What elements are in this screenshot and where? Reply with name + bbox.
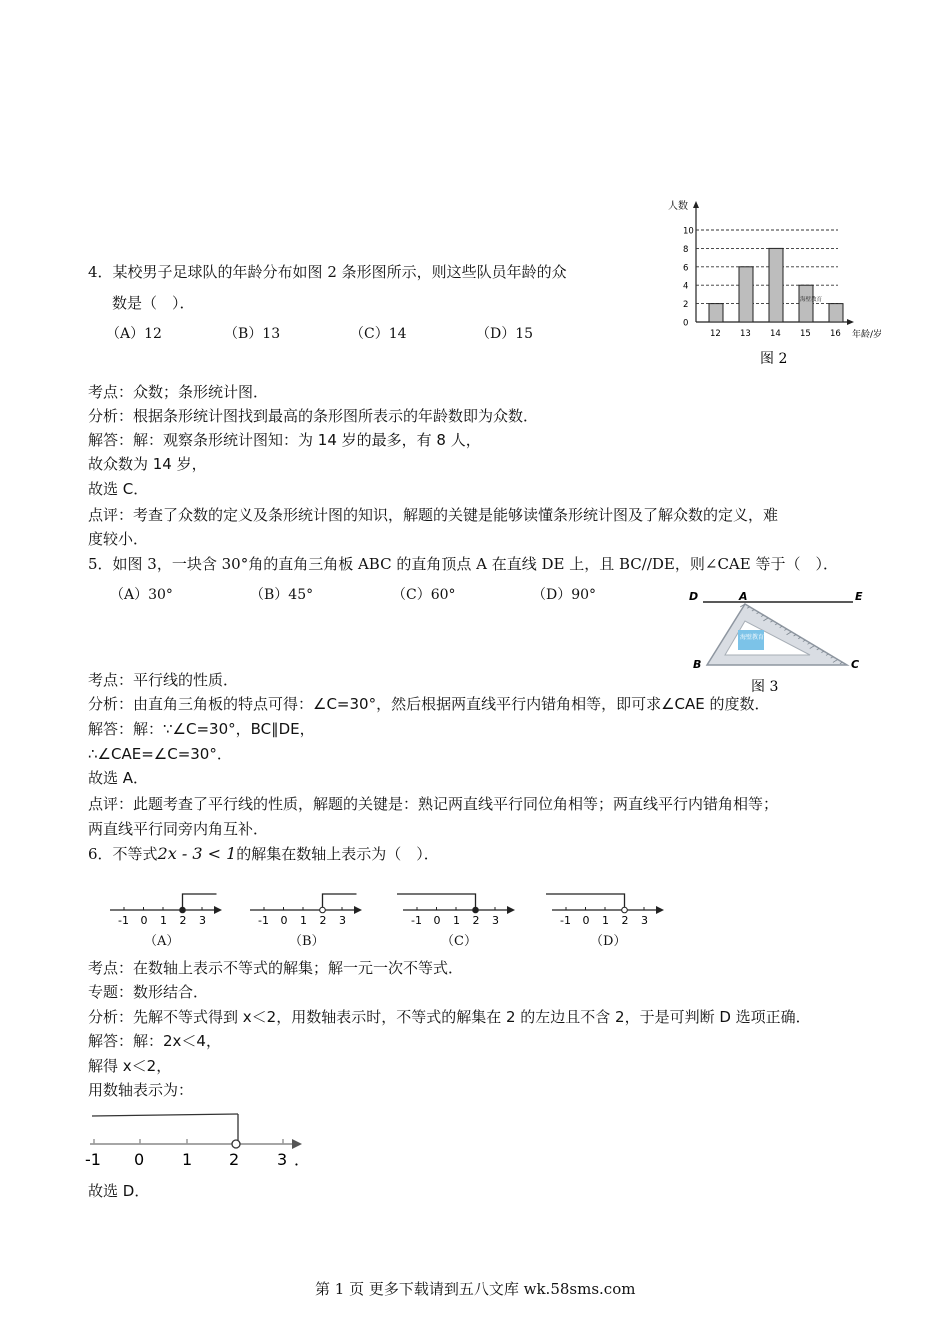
axis-tick-label: 0 [280,914,288,927]
q6-number-line-c [397,894,515,927]
q4-step2: 故选 C． [88,480,149,498]
q5-jieda: 解答：解：∵∠C=30°，BC∥DE， [88,720,315,738]
q5-fenxi: 分析：由直角三角板的特点可得：∠C=30°，然后根据两直线平行内错角相等，即可求∠CAE 的度数． [88,695,770,713]
q5-dianping-line1: 点评：此题考查了平行线的性质，解题的关键是：熟记两直线平行同位角相等；两直线平行内错角相等； [88,795,779,813]
answer-dot: ． [294,1150,311,1168]
page-footer: 第 1 页 更多下载请到五八文库 wk.58sms.com [315,1280,636,1298]
chart-ytick-label: 8 [683,244,689,255]
q6-step1: 解得 x＜2， [88,1057,172,1075]
chart-ylabel: 人数 [668,201,688,212]
answer-axis-arrow [292,1139,302,1149]
axis-tick-label: 1 [160,914,167,927]
chart-xtick-label: 12 [710,329,721,339]
chart-bar [739,267,753,322]
q6-step2: 用数轴表示为： [88,1081,194,1099]
axis-tick-label: 2 [179,914,187,927]
chart-xtick-label: 15 [800,329,811,339]
axis-arrow [354,906,362,914]
range-bracket [183,894,217,910]
q4-kaodian: 考点：众数；条形统计图． [88,383,269,401]
q6-stem [88,844,439,864]
q4-stem-line1: 4．某校男子足球队的年龄分布如图 2 条形图所示，则这些队员年龄的众 [88,263,567,281]
q5-option-a: （A）30° [110,587,173,603]
q6-kaodian: 考点：在数轴上表示不等式的解集；解一元一次不等式． [88,959,464,977]
label-a: A [739,590,748,603]
q4-dianping-line1: 点评：考查了众数的定义及条形统计图的知识，解题的关键是能够读懂条形统计图及了解众数的定义，难 [88,506,779,524]
axis-tick-label: 0 [140,914,148,927]
axis-tick-label: 1 [300,914,307,927]
chart-xlabel: 年龄/岁 [852,330,883,340]
q4-option-b: （B）13 [224,326,281,342]
answer-range-top [92,1114,238,1116]
q4-option-a: （A）12 [106,326,162,342]
q6-stem-post: 的解集在数轴上表示为（ ）． [236,845,439,863]
set-square-outer [707,604,847,665]
chart-y-arrow [693,201,699,208]
chart-bar [709,304,723,322]
answer-tick-neg1: -1 [85,1150,101,1168]
chart-xtick-label: 14 [770,329,781,339]
chart-watermark: 海壁教育 [800,297,823,303]
axis-tick-label: -1 [560,914,571,927]
axis-tick-label: 3 [492,914,499,927]
chart-xtick-label: 16 [830,329,841,339]
axis-tick-label: -1 [411,914,422,927]
q4-fenxi: 分析：根据条形统计图找到最高的条形图所表示的年龄数即为众数． [88,407,539,425]
axis-tick-label: -1 [258,914,269,927]
open-point [320,907,326,913]
q6-step3: 故选 D． [88,1182,150,1200]
q6-caption-d: （D） [590,934,627,949]
chart-caption: 图 2 [760,351,788,367]
chart-ytick-label: 2 [683,300,689,311]
chart-ytick-label: 4 [683,281,689,292]
q5-step2: 故选 A． [88,769,149,787]
q6-answer-number-line [82,1108,322,1168]
axis-tick-label: 3 [199,914,206,927]
axis-arrow [656,906,664,914]
q5-option-d: （D）90° [532,587,597,603]
q6-fenxi: 分析：先解不等式得到 x＜2，用数轴表示时，不等式的解集在 2 的左边且不含 2，于是可判断 D 选项正确． [88,1008,811,1026]
axis-tick-label: 2 [621,914,629,927]
bar-chart-figure2 [660,195,896,370]
q5-step1: ∴∠CAE=∠C=30°． [88,745,232,763]
answer-open-circle [232,1140,240,1148]
q4-dianping-line2: 度较小． [88,530,149,548]
q6-number-line-d [546,894,664,927]
closed-point [473,907,479,913]
label-c: C [851,658,860,671]
label-d: D [689,590,699,603]
chart-ytick-label: 0 [683,318,689,329]
closed-point [180,907,186,913]
chart-bar [829,304,843,322]
q6-caption-c: （C） [441,934,477,949]
label-e: E [855,590,863,603]
q5-option-b: （B）45° [250,587,314,603]
q5-option-c: （C）60° [392,587,456,603]
q6-number-lines [100,890,690,930]
axis-tick-label: 2 [472,914,480,927]
figure3-caption: 图 3 [751,679,779,695]
triangle-figure3 [685,585,870,697]
q6-stem-pre: 6．不等式 [88,845,158,863]
range-bracket [323,894,357,910]
q6-zhuanti: 专题：数形结合． [88,983,209,1001]
axis-tick-label: 2 [319,914,327,927]
watermark-text: 海壁教育 [740,634,765,641]
open-point [622,907,628,913]
answer-tick-1: 1 [182,1150,193,1168]
axis-arrow [507,906,515,914]
q6-caption-a: （A） [144,934,180,949]
chart-xtick-label: 13 [740,329,751,339]
q6-jieda: 解答：解：2x＜4， [88,1032,221,1050]
chart-bar [769,248,783,322]
answer-tick-0: 0 [134,1150,145,1168]
q6-number-line-a [110,894,222,927]
answer-tick-3: 3 [277,1150,288,1168]
q6-formula: 2x - 3 < 1 [157,844,237,863]
chart-ytick-label: 6 [683,263,689,274]
q6-number-line-b [250,894,362,927]
q5-stem: 5．如图 3，一块含 30°角的直角三角板 ABC 的直角顶点 A 在直线 DE 上，且 BC//DE，则∠CAE 等于（ ）． [88,555,838,573]
q4-step1: 故众数为 14 岁， [88,455,207,473]
axis-tick-label: 0 [433,914,441,927]
chart-ytick-label: 10 [683,226,694,237]
axis-arrow [214,906,222,914]
chart-x-arrow [847,319,854,325]
label-b: B [693,658,702,671]
axis-tick-label: 1 [602,914,609,927]
axis-tick-label: 3 [641,914,648,927]
q4-jieda: 解答：解：观察条形统计图知：为 14 岁的最多，有 8 人， [88,431,481,449]
q5-dianping-line2: 两直线平行同旁内角互补． [88,820,269,838]
q5-kaodian: 考点：平行线的性质． [88,671,239,689]
q4-option-c: （C）14 [350,326,407,342]
q4-option-d: （D）15 [476,326,534,342]
axis-tick-label: 3 [339,914,346,927]
axis-tick-label: -1 [118,914,129,927]
q6-caption-b: （B） [289,934,325,949]
axis-tick-label: 0 [582,914,590,927]
chart-bar [799,285,813,322]
q4-stem-line2: 数是（ ）． [112,294,195,312]
answer-tick-2: 2 [229,1150,240,1168]
axis-tick-label: 1 [453,914,460,927]
